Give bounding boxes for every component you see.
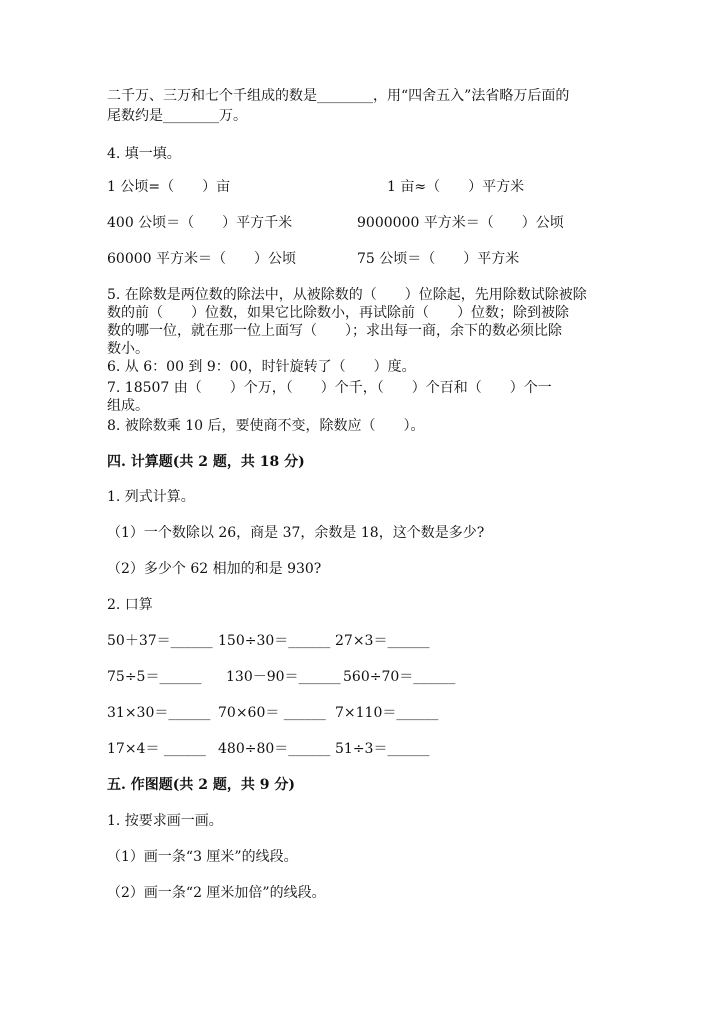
fill-blank-item: 1 公顷=（ ）亩	[107, 179, 231, 195]
oral-calc-item: 7×110＝______	[335, 705, 439, 721]
oral-calc-item: 560÷70＝______	[343, 669, 456, 685]
question-text: 7. 18507 由（ ）个万，（ ）个千，（ ）个百和（ ）个一	[107, 380, 552, 396]
sub-question: （1）一个数除以 26，商是 37，余数是 18，这个数是多少?	[107, 525, 485, 541]
question-title: 2. 口算	[107, 597, 153, 613]
question-text: 数的前（ ）位数，如果它比除数小，再试除前（ ）位数；除到被除	[107, 305, 569, 321]
question-text: 组成。	[107, 398, 149, 414]
sub-question: （2）画一条“2 厘米加倍”的线段。	[107, 885, 326, 901]
oral-calc-item: 51÷3＝______	[335, 741, 430, 757]
oral-calc-item: 130－90＝______	[226, 669, 341, 685]
question-title: 1. 列式计算。	[107, 489, 195, 505]
question-text: 8. 被除数乘 10 后，要使商不变，除数应（ ）。	[107, 418, 425, 434]
oral-calc-item: 31×30＝______	[107, 705, 211, 721]
fill-blank-item: 400 公顷＝（ ）平方千米	[107, 215, 293, 231]
question-text: 尾数约是________万。	[107, 108, 247, 124]
oral-calc-item: 70×60＝ ______	[218, 705, 326, 721]
fill-blank-item: 1 亩≈（ ）平方米	[387, 179, 525, 195]
oral-calc-item: 17×4＝ ______	[107, 741, 206, 757]
question-title: 1. 按要求画一画。	[107, 813, 223, 829]
oral-calc-item: 150÷30＝______	[218, 633, 331, 649]
question-text: 数小。	[107, 341, 149, 357]
oral-calc-item: 50＋37＝______	[107, 633, 213, 649]
oral-calc-item: 75÷5＝______	[107, 669, 202, 685]
fill-blank-item: 75 公顷＝（ ）平方米	[357, 251, 520, 267]
question-text: 二千万、三万和七个千组成的数是________，用“四舍五入”法省略万后面的	[107, 88, 570, 104]
oral-calc-item: 480÷80＝______	[218, 741, 331, 757]
section-heading: 五. 作图题(共 2 题，共 9 分)	[107, 777, 295, 793]
section-heading: 四. 计算题(共 2 题，共 18 分)	[107, 454, 305, 470]
question-title: 4. 填一填。	[107, 146, 181, 162]
oral-calc-item: 27×3＝______	[335, 633, 430, 649]
fill-blank-item: 9000000 平方米＝（ ）公顷	[357, 215, 564, 231]
question-text: 数的哪一位，就在那一位上面写（ ）；求出每一商，余下的数必须比除	[107, 323, 562, 339]
fill-blank-item: 60000 平方米＝（ ）公顷	[107, 251, 296, 267]
sub-question: （2）多少个 62 相加的和是 930?	[107, 561, 322, 577]
question-text: 5. 在除数是两位数的除法中，从被除数的（ ）位除起，先用除数试除被除	[107, 287, 587, 303]
sub-question: （1）画一条“3 厘米”的线段。	[107, 849, 298, 865]
question-text: 6. 从 6：00 到 9：00，时针旋转了（ ）度。	[107, 359, 416, 375]
